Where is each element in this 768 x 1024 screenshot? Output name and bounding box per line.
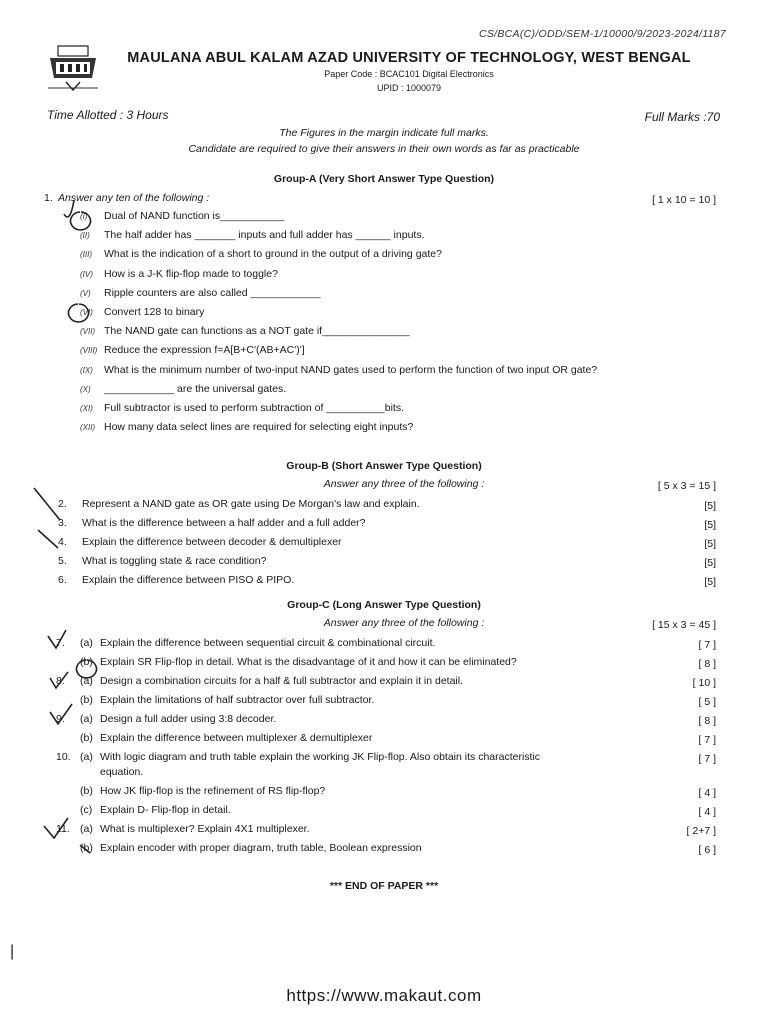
group-c-item-text: How JK flip-flop is the refinement of RS flip-flop? xyxy=(100,785,326,797)
group-c-item-number: 7. xyxy=(56,637,65,649)
group-c-item-text: With logic diagram and truth table explain the working JK Flip-flop. Also obtain its characteristic xyxy=(100,751,541,763)
group-c-item-part: (a) xyxy=(80,675,93,687)
group-b-item-number: 4. xyxy=(58,536,67,548)
group-c-item-marks: [ 2+7 ] xyxy=(686,825,716,837)
group-a-item-text: The NAND gate can functions as a NOT gate if_______________ xyxy=(104,325,410,338)
group-c-item-part: (a) xyxy=(80,637,93,649)
group-b-item-text: Explain the difference between decoder & demultiplexer xyxy=(82,536,342,548)
group-a-item-text: The half adder has _______ inputs and full adder has ______ inputs. xyxy=(104,229,425,242)
group-b-item-number: 5. xyxy=(58,555,67,567)
group-b-item-marks: [5] xyxy=(704,557,716,569)
group-b-item-number: 2. xyxy=(58,498,67,510)
group-a-item-text: Ripple counters are also called ____________ xyxy=(104,286,321,299)
group-c-item-part: (b) xyxy=(80,732,93,744)
group-a-item-number: (II) xyxy=(80,231,90,241)
group-a-item-text: How is a J-K flip-flop made to toggle? xyxy=(104,267,278,280)
group-a-marks: [ 1 x 10 = 10 ] xyxy=(652,194,716,206)
group-c-item-part: (c) xyxy=(80,804,93,816)
group-a-item-text: How many data select lines are required for selecting eight inputs? xyxy=(104,421,414,434)
group-a-item-number: (XI) xyxy=(80,404,93,413)
group-a-item-number: (IX) xyxy=(80,365,93,375)
group-c-item-text: Explain encoder with proper diagram, truth table, Boolean expression xyxy=(100,842,422,854)
group-a-title: Group-A (Very Short Answer Type Question) xyxy=(273,173,495,185)
group-a-item-text: Reduce the expression f=A[B+C'(AB+AC')'] xyxy=(104,344,305,357)
group-a-item-number: (V) xyxy=(80,288,91,298)
group-a-item-text: What is the minimum number of two-input NAND gates used to perform the function of two input OR gate? xyxy=(104,363,598,376)
group-a-intro: Answer any ten of the following : xyxy=(58,192,210,204)
group-c-item-text: What is multiplexer? Explain 4X1 multiplexer. xyxy=(100,823,310,835)
source-url[interactable]: https://www.makaut.com xyxy=(286,986,482,1005)
group-a-question-number: 1. xyxy=(44,192,53,204)
group-c-title: Group-C (Long Answer Type Question) xyxy=(287,599,481,611)
group-a-item-text: Full subtractor is used to perform subtraction of __________bits. xyxy=(104,402,404,414)
group-b-item-text: Represent a NAND gate as OR gate using De Morgan's law and explain. xyxy=(82,498,420,510)
group-c-item-text: Design a full adder using 3:8 decoder. xyxy=(100,713,277,725)
group-b-item-marks: [5] xyxy=(704,576,716,588)
group-c-item-part: (b) xyxy=(80,656,93,668)
group-c-item-marks: [ 8 ] xyxy=(698,658,716,670)
group-c-item-part: (a) xyxy=(80,751,93,763)
group-a-item-number: (IV) xyxy=(80,269,93,279)
group-a-item-number: (III) xyxy=(80,250,92,260)
group-c-item-marks: [ 7 ] xyxy=(698,753,716,765)
reference-code: CS/BCA(C)/ODD/SEM-1/10000/9/2023-2024/1187 xyxy=(478,28,726,40)
group-b-item-number: 3. xyxy=(58,517,67,529)
group-a-item-text: Convert 128 to binary xyxy=(104,306,205,318)
group-c-item-part: (b) xyxy=(80,694,93,706)
group-c-item-marks: [ 7 ] xyxy=(698,734,716,746)
group-b-marks: [ 5 x 3 = 15 ] xyxy=(657,480,716,492)
group-c-item-marks: [ 4 ] xyxy=(698,787,716,799)
group-b-item-text: What is toggling state & race condition? xyxy=(82,555,267,567)
svg-text:|: | xyxy=(10,943,15,960)
group-c-item-marks: [ 10 ] xyxy=(692,677,716,689)
group-c-marks: [ 15 x 3 = 45 ] xyxy=(652,619,716,631)
group-c-item-text: Design a combination circuits for a half & full subtractor and explain it in detail. xyxy=(100,675,464,687)
time-allotted: Time Allotted : 3 Hours xyxy=(47,108,169,122)
group-b-item-marks: [5] xyxy=(704,538,716,550)
group-c-item-text: Explain D- Flip-flop in detail. xyxy=(100,804,231,816)
instruction-own-words: Candidate are required to give their answers in their own words as far as practicable xyxy=(188,143,580,155)
end-of-paper: *** END OF PAPER *** xyxy=(329,880,439,892)
full-marks: Full Marks :70 xyxy=(644,110,720,124)
group-a-item-text: Dual of NAND function is___________ xyxy=(104,210,285,222)
group-c-item-part: (a) xyxy=(80,713,93,725)
group-c-item-part: (a) xyxy=(80,823,93,835)
group-b-item-marks: [5] xyxy=(704,500,716,512)
group-a-item-number: (I) xyxy=(80,212,88,221)
group-c-item-number: 8. xyxy=(56,675,65,687)
group-c-item-text: Explain the difference between sequential circuit & combinational circuit. xyxy=(100,637,436,649)
group-b-item-text: Explain the difference between PISO & PIPO. xyxy=(82,574,295,586)
group-c-item-number: 10. xyxy=(56,751,71,763)
group-a-item-text: What is the indication of a short to ground in the output of a driving gate? xyxy=(104,248,442,261)
group-c-item-text: Explain the difference between multiplexer & demultiplexer xyxy=(100,732,373,744)
group-c-item-marks: [ 4 ] xyxy=(698,806,716,818)
group-b-item-marks: [5] xyxy=(704,519,716,531)
group-c-item-marks: [ 8 ] xyxy=(698,715,716,727)
group-c-item-text: Explain the limitations of half subtractor over full subtractor. xyxy=(100,694,375,706)
group-a-item-number: (VII) xyxy=(80,327,96,337)
group-a-item-number: (VIII) xyxy=(80,346,98,356)
group-c-item-text-continued: equation. xyxy=(100,766,144,778)
upid: UPID : 1000079 xyxy=(376,83,442,93)
university-name: MAULANA ABUL KALAM AZAD UNIVERSITY OF TECHNOLOGY, WEST BENGAL xyxy=(127,50,691,66)
group-c-item-part: (b) xyxy=(80,785,93,797)
instruction-marks: The Figures in the margin indicate full marks. xyxy=(279,127,489,139)
group-b-item-text: What is the difference between a half adder and a full adder? xyxy=(82,517,366,529)
group-c-item-number: 11. xyxy=(56,823,70,835)
group-c-item-number: 9. xyxy=(56,713,65,725)
group-a-item-number: (X) xyxy=(80,384,91,394)
group-a-item-number: (XII) xyxy=(80,423,96,433)
group-a-item-number: (VI) xyxy=(80,308,93,317)
group-b-item-number: 6. xyxy=(58,574,67,586)
group-c-item-marks: [ 5 ] xyxy=(698,696,716,708)
paper-code: Paper Code : BCAC101 Digital Electronics xyxy=(324,69,494,79)
group-c-item-marks: [ 6 ] xyxy=(698,844,716,856)
group-c-item-marks: [ 7 ] xyxy=(698,639,716,651)
group-b-title: Group-B (Short Answer Type Question) xyxy=(286,460,482,472)
group-c-item-part: (b) xyxy=(80,842,93,854)
group-c-intro: Answer any three of the following : xyxy=(323,617,485,629)
group-a-item-text: ____________ are the universal gates. xyxy=(104,382,287,395)
group-c-item-text: Explain SR Flip-flop in detail. What is the disadvantage of it and how it can be eliminated? xyxy=(100,656,517,668)
group-b-intro: Answer any three of the following : xyxy=(323,478,485,490)
